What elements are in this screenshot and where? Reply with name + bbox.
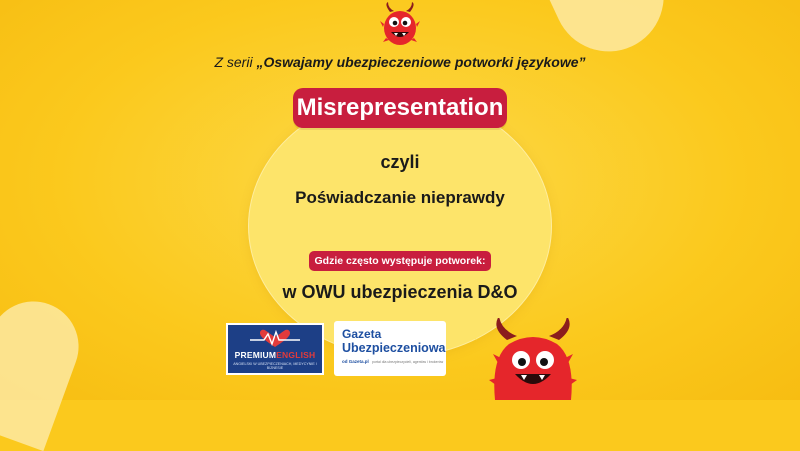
title-badge: Misrepresentation <box>293 88 507 128</box>
answer-text: w OWU ubezpieczenia D&O <box>282 282 518 302</box>
gazeta-line1: Gazeta <box>342 327 382 341</box>
heartbeat-icon <box>248 329 302 349</box>
monster-mascot-large-icon <box>485 318 581 400</box>
connector-text: czyli <box>380 152 420 172</box>
premium-english-logo <box>226 323 324 375</box>
gazeta-ubezpieczeniowa-logo <box>334 321 446 376</box>
series-line: Z serii „Oswajamy ubezpieczeniowe potworki językowe” <box>214 54 586 70</box>
gazeta-tagline: od Gazeta.pl <box>342 359 369 364</box>
premium-english-tagline: ANGIELSKI W UBEZPIECZENIACH, MEDYCYNIE I BIZNESIE <box>233 362 317 370</box>
premium-english-wordmark: PREMIUMENGLISH <box>234 350 316 360</box>
gazeta-small: portal dla ubezpieczycieli, agentów i brokerów <box>372 360 444 364</box>
translation-text: Poświadczanie nieprawdy <box>295 188 505 207</box>
where-label-badge: Gdzie często występuje potworek: <box>309 251 491 271</box>
gazeta-line2: Ubezpieczeniowa <box>342 341 446 355</box>
monster-mascot-icon <box>376 2 424 50</box>
